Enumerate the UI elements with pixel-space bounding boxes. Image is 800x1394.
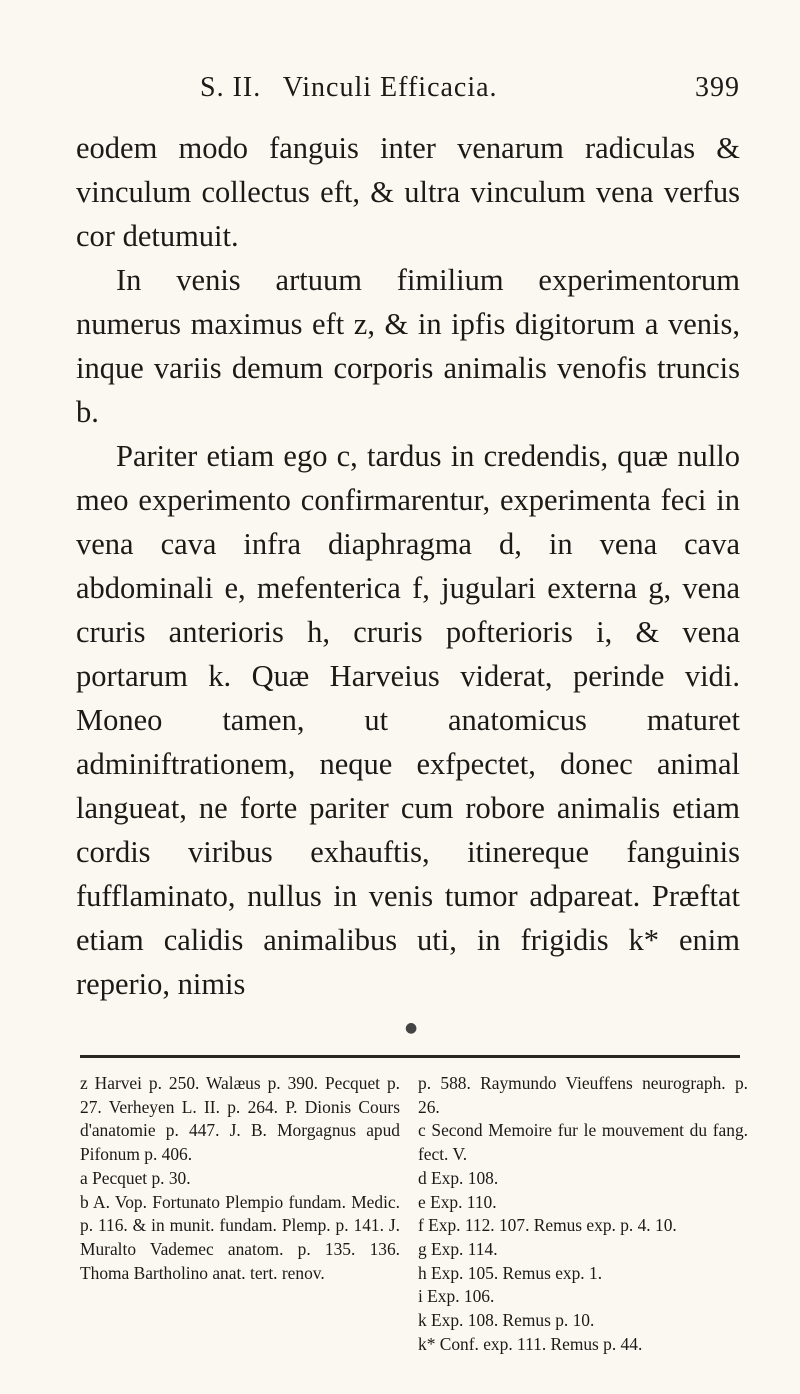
- paragraph: Pariter etiam ego c, tardus in credendis, quæ nullo meo experimento confirmarentur, experimenta feci in vena cava infra diaphragma d, in vena cava abdominali e, mefenterica f, jugulari externa g, vena cruris anterioris h, cruris pofterioris i, & vena portarum k. Quæ Harveius viderat, perinde vidi. Moneo tamen, ut anatomicus maturet adminiftrationem, neque exfpectet, donec animal langueat, ne forte pariter cum robore animalis etiam cordis viribus exhauftis, itinereque fanguinis fufflaminato, nullus in venis tumor adpareat. Præftat etiam calidis animalibus uti, in frigidis k* enim reperio, nimis: [76, 439, 740, 1001]
- footnotes-left-column: [80, 1072, 400, 1285]
- running-header: [200, 72, 740, 104]
- page-number: 399: [695, 72, 740, 103]
- main-text: [76, 126, 740, 1006]
- footnote: z Harvei p. 250. Walæus p. 390. Pecquet p. 27. Verheyen L. II. p. 264. P. Dionis Cours d'anatomie p. 447. J. B. Morgagnus apud Pifonum p. 406.: [80, 1073, 400, 1165]
- footnote: k* Conf. exp. 111. Remus p. 44.: [418, 1333, 643, 1354]
- footnote: h Exp. 105. Remus exp. 1.: [418, 1262, 603, 1283]
- footnote: p. 588. Raymundo Vieuffens neurograph. p. 26.: [418, 1073, 748, 1117]
- header-title: Vinculi Efficacia.: [282, 72, 498, 103]
- footnote: a Pecquet p. 30.: [80, 1167, 191, 1188]
- section-label: S. II.: [200, 72, 262, 103]
- footnote: f Exp. 112. 107. Remus exp. p. 4. 10.: [418, 1215, 677, 1236]
- footnote: c Second Memoire fur le mouvement du fang. fect. V.: [418, 1120, 748, 1165]
- ornament-dot: ●: [405, 1020, 418, 1036]
- footnote: b A. Vop. Fortunato Plempio fundam. Medic. p. 116. & in munit. fundam. Plemp. p. 141. J. Muralto Vademec anatom. p. 135. 136. Thoma Bartholino anat. tert. renov.: [80, 1191, 400, 1283]
- paragraph: eodem modo fanguis inter venarum radiculas & vinculum collectus eft, & ultra vinculum vena verfus cor detumuit.: [76, 131, 740, 253]
- footnote: g Exp. 114.: [418, 1238, 498, 1259]
- paragraph: In venis artuum fimilium experimentorum numerus maximus eft z, & in ipfis digitorum a venis, inque variis demum corporis animalis venofis truncis b.: [76, 263, 740, 429]
- footnote-rule: [80, 1055, 740, 1058]
- footnote: k Exp. 108. Remus p. 10.: [418, 1310, 595, 1331]
- footnote: d Exp. 108.: [418, 1167, 499, 1188]
- footnote: e Exp. 110.: [418, 1191, 497, 1212]
- footnotes-right-column: [418, 1072, 748, 1356]
- footnote: i Exp. 106.: [418, 1286, 495, 1307]
